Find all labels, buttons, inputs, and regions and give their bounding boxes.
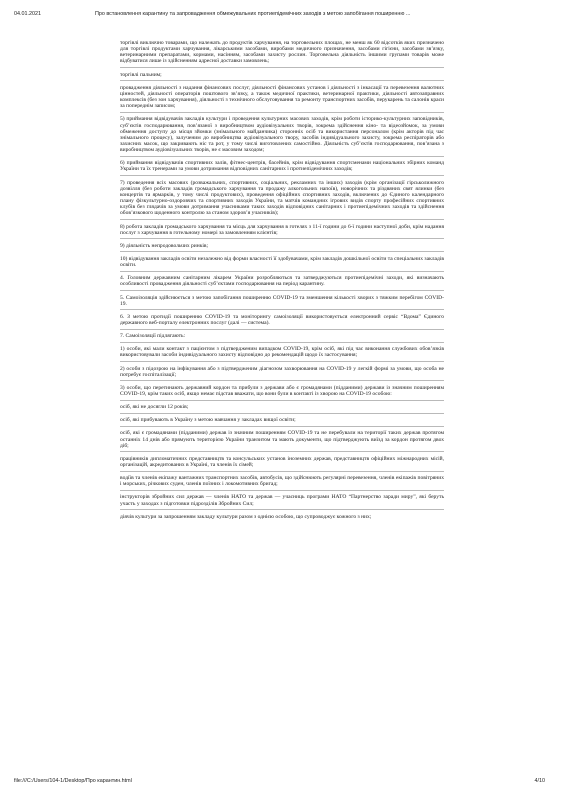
paragraph: діячів культури за запрошенням закладу культури разом з однією особою, що супроводжує кожного з них; [120, 513, 372, 520]
document-body [120, 40, 444, 523]
paragraph: 7. Самоізоляції підлягають: [120, 333, 444, 343]
paragraph: торгівлі виключно товарами, що належать до продуктів харчування, на торговельних площах, не менш як 60 відсотків яких призначено для торгівлі продуктами харчування, лікарськими засобами, виробами медичного призначення, засобами гігієни, засобами зв’язку, ветеринарними препаратами, кормами, насінням, засобами захисту рослин. Торговельна діяльність іншими групами товарів може відбуватися лише із здійсненням адресної доставки замовлень; [120, 40, 444, 68]
paragraph: осіб, які не досягли 12 років; [120, 404, 444, 414]
paragraph: провадження діяльності з надання фінансових послуг, діяльності фінансових установ і діяльності з інкасації та перевезення валютних цінностей, діяльності операторів поштового зв’язку, а також медичної практики, ветеринарної практики, діяльності автозаправних комплексів (без зон харчування), діяльності з технічного обслуговування та ремонту транспортних засобів, перукарень та салонів краси за попереднім записом; [120, 85, 444, 113]
paragraph: торгівлі пальним; [120, 72, 444, 82]
print-header [0, 0, 565, 20]
paragraph: осіб, які прибувають в Україну з метою навчання у закладах вищої освіти; [120, 417, 444, 427]
paragraph: 6) приймання відвідувачів спортивних залів, фітнес-центрів, басейнів, крім відвідування спортсменами національних збірних команд України та їх тренерами за умови дотримання відповідних санітарних і протиепідемічних заходів; [120, 160, 444, 176]
paragraph: інструкторів збройних сил держав — членів НАТО та держав — учасниць програми НАТО “Партнерство заради миру”, які беруть участь у заходах з підготовки підрозділів Збройних Сил; [120, 494, 444, 510]
file-url: file:///C:/Users/104-1/Desktop/Про карантин.html [14, 778, 132, 784]
paragraph: 8) робота закладів громадського харчування та місць для харчування в готелях з 11-ї години до 6-ї години наступної доби, крім надання послуг з харчування в готельному номері за замовленням клієнтів; [120, 224, 444, 240]
paragraph: працівників дипломатичних представництв та консульських установ іноземних держав, представництв офіційних міжнародних місій, організацій, акредитованих в Україні, та членів їх сімей; [120, 456, 444, 472]
paragraph: водіїв та членів екіпажу вантажних транспортних засобів, автобусів, що здійснюють регулярні перевезення, членів екіпажів повітряних і морських, річкових суден, членів поїзних і локомотивних бригад; [120, 475, 444, 491]
paragraph: 3) особи, що перетинають державний кордон та прибули з держави або є громадянами (підданими) держави із значним поширенням COVID-19, крім таких осіб, якщо немає підстав вважати, що вони були в контакті із хворою на COVID-19 особою: [120, 385, 444, 401]
paragraph: 9) діяльність непродовольчих ринків; [120, 243, 444, 253]
paragraph: 6. З метою протидії поширенню COVID-19 та моніторингу самоізоляції використовується електронний сервіс “Вдома” Єдиного державного веб-порталу електронних послуг (далі — система). [120, 314, 444, 330]
paragraph: 5. Самоізоляція здійснюється з метою запобігання поширенню COVID-19 та зменшення кількості хворих з тяжким перебігом COVID-19. [120, 295, 444, 311]
paragraph: 5) приймання відвідувачів закладів культури і проведення культурних масових заходів, крім роботи історико-культурних заповідників, суб’єктів господарювання, пов’язаної з виробництвом аудіовізуальних творів, зокрема здійснення кіно- та відеозйомок, за умови обмеження доступу до місця зйомки (знімального майданчика) сторонніх осіб та використання персоналом (крім акторів під час знімального процесу), залученим до виробництва аудіовізуального твору, засобів індивідуального захисту, зокрема респіраторів або захисних масок, що закривають ніс та рот, у тому числі виготовлених самостійно. Діяльність суб’єктів господарювання, пов’язана з виробництвом аудіовізуальних творів, не є масовим заходом; [120, 116, 444, 156]
page-number: 4/10 [534, 778, 545, 784]
print-date: 04.01.2021 [14, 11, 41, 17]
document-title: Про встановлення карантину та запровадження обмежувальних протиепідемічних заходів з метою запобігання поширенню ... [95, 11, 411, 17]
paragraph: 4. Головним державним санітарним лікарем України розробляються та затверджуються протиепідемічні заходи, які визначають особливості провадження діяльності суб’єктами господарювання на період карантину. [120, 275, 444, 291]
paragraph: осіб, які є громадянами (підданими) держав із значним поширенням COVID-19 та не перебували на території таких держав протягом останніх 14 днів або прямують територією України транзитом та мають документи, що підтверджують виїзд за кордон протягом двох діб; [120, 430, 444, 452]
paragraph: 2) особи з підозрою на інфікування або з підтвердженим діагнозом захворювання на COVID-19 у легкій формі за умови, що особа не потребує госпіталізації; [120, 366, 444, 382]
paragraph: 7) проведення всіх масових (розважальних, спортивних, соціальних, рекламних та інших) заходів (крім організації гірськолижного дозвілля (без роботи закладів громадського харчування та продажу алкогольних напоїв), новорічних та різдвяних свят ялинки (без концертів та ярмарків, у тому числі продуктових), проведення офіційних спортивних заходів, включених до Єдиного календарного плану фізкультурно-оздоровчих та спортивних заходів України, та матчів командних ігрових видів спорту професійних спортивних клубів без глядачів за умови дотримання учасниками таких заходів відповідних санітарних і протиепідемічних заходів та здійснення обов’язкового щоденного контролю за станом здоров’я учасників); [120, 180, 444, 220]
paragraph: 1) особи, які мали контакт з пацієнтом з підтвердженим випадком COVID-19, крім осіб, які під час виконання службових обов’язків використовували засоби індивідуального захисту відповідно до рекомендацій щодо їх застосування; [120, 346, 444, 362]
paragraph: 10) відвідування закладів освіти незалежно від форми власності її здобувачами, крім закладів дошкільної освіти та спеціальних закладів освіти. [120, 256, 444, 272]
print-footer [0, 778, 565, 792]
